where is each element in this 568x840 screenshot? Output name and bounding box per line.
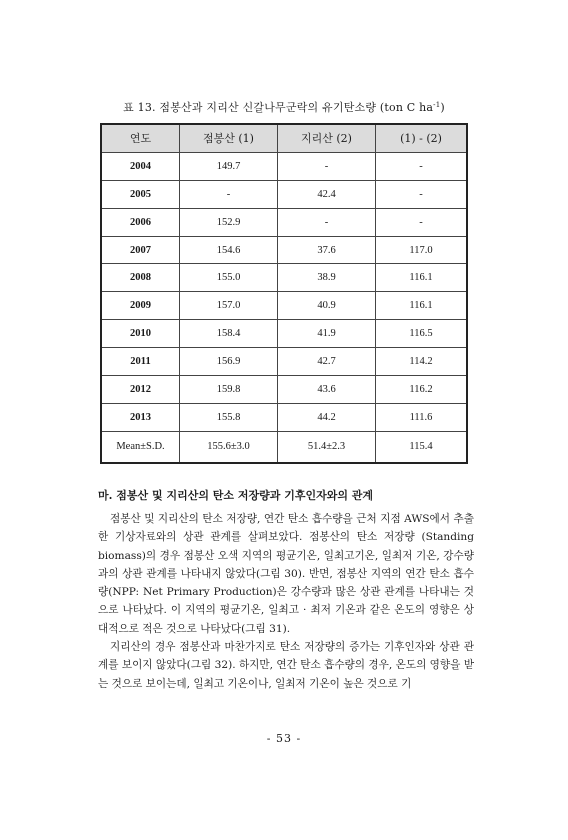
header-jeombongsan: 점봉산 (1): [180, 124, 278, 152]
cell-jeombongsan: 156.9: [180, 348, 278, 376]
cell-jirisan: 44.2: [278, 403, 376, 431]
paragraph: 점봉산 및 지리산의 탄소 저장량, 연간 탄소 흡수량을 근처 지점 AWS에서 추출한 기상자료와의 상관 관계를 살펴보았다. 점봉산의 탄소 저장량 (Standing biomass)의 경우 점봉산 오색 지역의 평균기온, 일최고기온, 일최저 기온, 강수량과의 상관 관계를 나타내지 않았다(그림 30). 반면, 점봉산 지역의 연간 탄소 흡수량(NPP: Net Primary Production)은 강수량과 많은 상관 관계를 나타내는 것으로 나타났다. 이 지역의 평균기온, 일최고 · 최저 기온과 같은 온도의 영향은 상대적으로 적은 것으로 나타났다(그림 31).: [98, 513, 474, 635]
table-row: [101, 320, 467, 348]
table-header-row: [101, 124, 467, 152]
cell-jeombongsan: 155.8: [180, 403, 278, 431]
cell-jeombongsan: 155.0: [180, 264, 278, 292]
cell-difference: 116.1: [376, 264, 468, 292]
cell-jirisan: 40.9: [278, 292, 376, 320]
cell-jirisan: 42.7: [278, 348, 376, 376]
cell-year: 2012: [101, 376, 180, 404]
cell-jeombongsan: 158.4: [180, 320, 278, 348]
table-row: [101, 208, 467, 236]
table-row: [101, 236, 467, 264]
caption-suffix: ): [440, 101, 445, 114]
cell-year: 2008: [101, 264, 180, 292]
cell-year: 2007: [101, 236, 180, 264]
cell-jeombongsan: 149.7: [180, 152, 278, 180]
caption-text: 표 13. 점봉산과 지리산 신갈나무군락의 유기탄소량 (ton C ha: [123, 101, 434, 114]
cell-difference: -: [376, 208, 468, 236]
header-jirisan: 지리산 (2): [278, 124, 376, 152]
mean-label: Mean±S.D.: [101, 431, 180, 463]
cell-difference: 116.1: [376, 292, 468, 320]
cell-year: 2013: [101, 403, 180, 431]
mean-row: [101, 431, 467, 463]
cell-difference: 116.5: [376, 320, 468, 348]
table-row: [101, 152, 467, 180]
cell-year: 2011: [101, 348, 180, 376]
cell-year: 2005: [101, 180, 180, 208]
cell-jirisan: 41.9: [278, 320, 376, 348]
cell-jeombongsan: 152.9: [180, 208, 278, 236]
carbon-table: [100, 123, 468, 464]
cell-jeombongsan: -: [180, 180, 278, 208]
cell-difference: -: [376, 180, 468, 208]
cell-jirisan: 38.9: [278, 264, 376, 292]
table-caption: [0, 101, 568, 115]
cell-difference: 116.2: [376, 376, 468, 404]
table-row: [101, 264, 467, 292]
cell-difference: 114.2: [376, 348, 468, 376]
cell-difference: 117.0: [376, 236, 468, 264]
cell-year: 2004: [101, 152, 180, 180]
table-row: [101, 376, 467, 404]
cell-difference: -: [376, 152, 468, 180]
mean-jirisan: 51.4±2.3: [278, 431, 376, 463]
table-row: [101, 348, 467, 376]
cell-jirisan: 43.6: [278, 376, 376, 404]
caption-superscript: -1: [433, 101, 441, 109]
cell-year: 2009: [101, 292, 180, 320]
mean-jeombongsan: 155.6±3.0: [180, 431, 278, 463]
table-row: [101, 180, 467, 208]
table-row: [101, 403, 467, 431]
mean-difference: 115.4: [376, 431, 468, 463]
header-year: 연도: [101, 124, 180, 152]
cell-jirisan: 42.4: [278, 180, 376, 208]
cell-jirisan: 37.6: [278, 236, 376, 264]
cell-jirisan: -: [278, 208, 376, 236]
cell-jeombongsan: 159.8: [180, 376, 278, 404]
page-number: - 53 -: [266, 732, 302, 745]
table-row: [101, 292, 467, 320]
section-heading: 마. 점봉산 및 지리산의 탄소 저장량과 기후인자와의 관계: [98, 489, 374, 502]
cell-jeombongsan: 157.0: [180, 292, 278, 320]
paragraph: 지리산의 경우 점봉산과 마찬가지로 탄소 저장량의 증가는 기후인자와 상관 관계를 보이지 않았다(그림 32). 하지만, 연간 탄소 흡수량의 경우, 온도의 영향을 받는 것으로 보이는데, 일최고 기온이나, 일최저 기온이 높은 것으로 기: [98, 641, 474, 690]
cell-year: 2006: [101, 208, 180, 236]
cell-jeombongsan: 154.6: [180, 236, 278, 264]
header-difference: (1) - (2): [376, 124, 468, 152]
body-text: [98, 510, 474, 693]
cell-jirisan: -: [278, 152, 376, 180]
cell-difference: 111.6: [376, 403, 468, 431]
cell-year: 2010: [101, 320, 180, 348]
